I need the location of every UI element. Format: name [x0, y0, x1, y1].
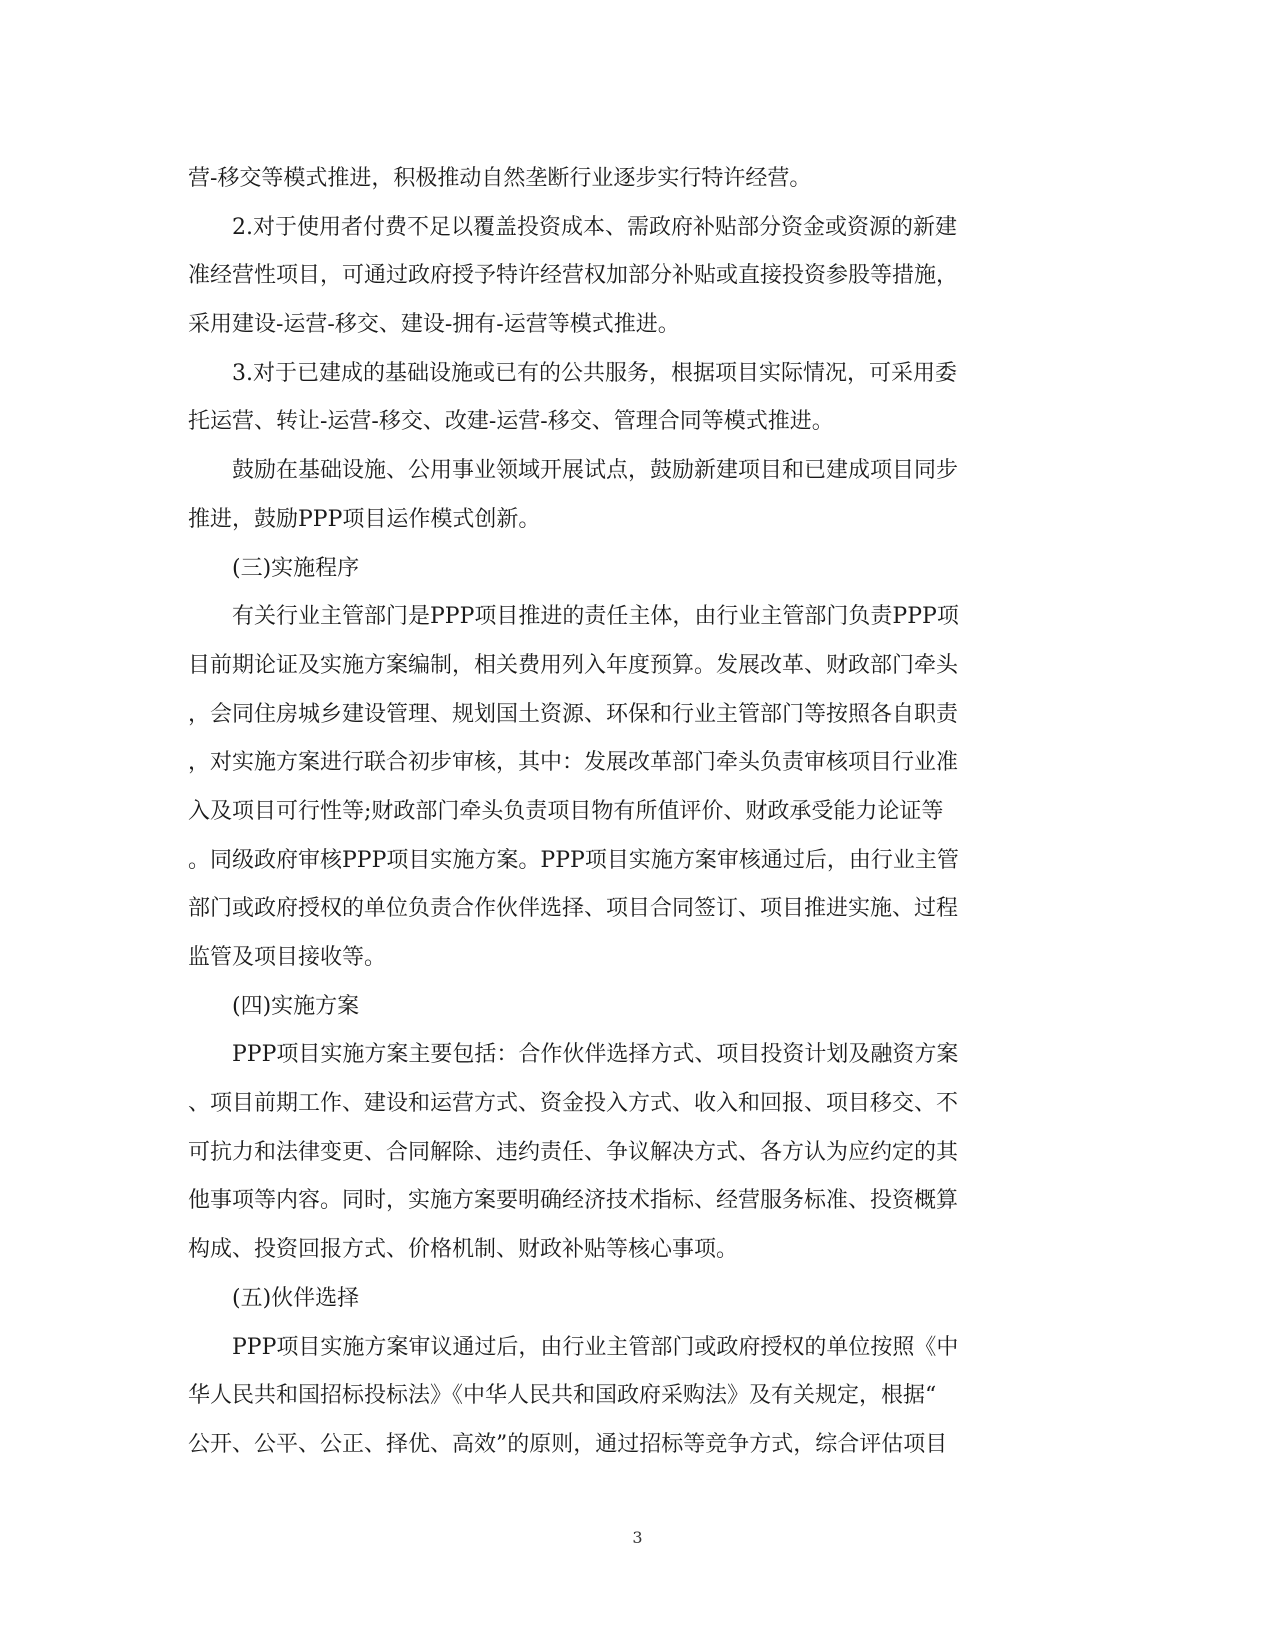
text-line: ，会同住房城乡建设管理、规划国土资源、环保和行业主管部门等按照各自职责 [188, 701, 959, 727]
text-line: 采用建设-运营-移交、建设-拥有-运营等模式推进。 [188, 312, 680, 338]
page-number: 3 [632, 1528, 643, 1547]
text-line: PPP项目实施方案审议通过后，由行业主管部门或政府授权的单位按照《中 [232, 1334, 959, 1360]
text-line: 目前期论证及实施方案编制，相关费用列入年度预算。发展改革、财政部门牵头 [188, 652, 959, 678]
text-line: PPP项目实施方案主要包括：合作伙伴选择方式、项目投资计划及融资方案 [232, 1042, 959, 1068]
text-line: 准经营性项目，可通过政府授予特许经营权加部分补贴或直接投资参股等措施， [188, 263, 959, 289]
text-line: 营-移交等模式推进，积极推动自然垄断行业逐步实行特许经营。 [188, 166, 812, 191]
text-line: 可抗力和法律变更、合同解除、违约责任、争议解决方式、各方认为应约定的其 [188, 1139, 959, 1165]
text-line: 托运营、转让-运营-移交、改建-运营-移交、管理合同等模式推进。 [188, 409, 834, 435]
text-line: 入及项目可行性等;财政部门牵头负责项目物有所值评价、财政承受能力论证等 [188, 798, 944, 824]
text-line: 华人民共和国招标投标法》《中华人民共和国政府采购法》及有关规定，根据“ [188, 1383, 937, 1409]
text-line: ，对实施方案进行联合初步审核，其中：发展改革部门牵头负责审核项目行业准 [188, 750, 959, 776]
section-heading: (五)伙伴选择 [232, 1285, 360, 1311]
text-line: 监管及项目接收等。 [188, 945, 387, 970]
text-line: 、项目前期工作、建设和运营方式、资金投入方式、收入和回报、项目移交、不 [188, 1091, 959, 1117]
text-line: 鼓励在基础设施、公用事业领域开展试点，鼓励新建项目和已建成项目同步 [232, 458, 959, 484]
text-line: 。同级政府审核PPP项目实施方案。PPP项目实施方案审核通过后，由行业主管 [188, 847, 959, 873]
section-heading: (三)实施程序 [232, 555, 360, 581]
text-line: 公开、公平、公正、择优、高效”的原则，通过招标等竞争方式，综合评估项目 [188, 1431, 948, 1457]
section-heading: (四)实施方案 [232, 993, 360, 1019]
body-text [188, 155, 1020, 1470]
text-line: 构成、投资回报方式、价格机制、财政补贴等核心事项。 [188, 1237, 739, 1263]
text-line: 他事项等内容。同时，实施方案要明确经济技术指标、经营服务标准、投资概算 [188, 1188, 959, 1214]
text-line: 3.对于已建成的基础设施或已有的公共服务，根据项目实际情况，可采用委 [232, 360, 957, 386]
text-line: 有关行业主管部门是PPP项目推进的责任主体，由行业主管部门负责PPP项 [232, 604, 959, 630]
text-line: 2.对于使用者付费不足以覆盖投资成本、需政府补贴部分资金或资源的新建 [232, 214, 957, 240]
text-line: 部门或政府授权的单位负责合作伙伴选择、项目合同签订、项目推进实施、过程 [188, 896, 959, 922]
text-line: 推进，鼓励PPP项目运作模式创新。 [188, 506, 541, 532]
